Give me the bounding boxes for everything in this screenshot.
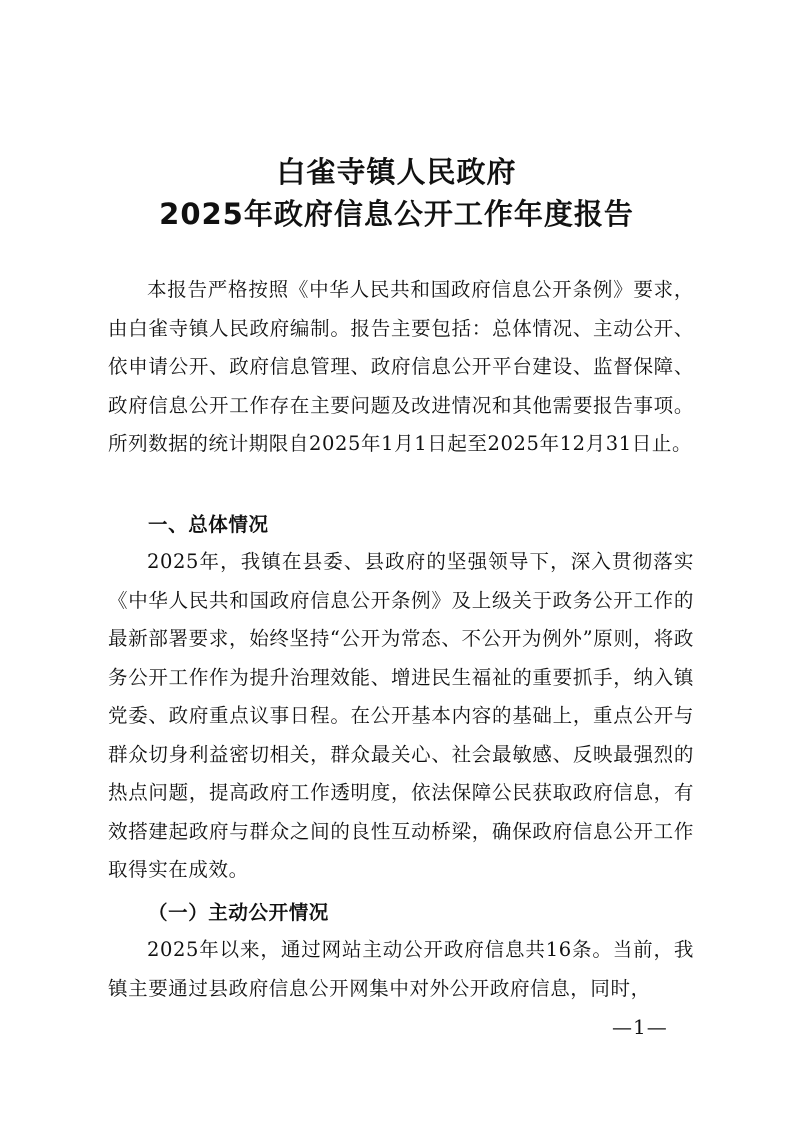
subsection-heading-active-disclosure: （一）主动公开情况 [148, 901, 329, 924]
document-title-line-1: 白雀寺镇人民政府 [276, 155, 517, 189]
intro-paragraph: 本报告严格按照《中华人民共和国政府信息公开条例》要求，由白雀寺镇人民政府编制。报告主要包括：总体情况、主动公开、依申请公开、政府信息管理、政府信息公开平台建设、监督保障、政府信息公开工作存在主要问题及改进情况和其他需要报告事项。所列数据的统计期限自2025年1月1日起至2025年12月31日止。 [108, 278, 694, 455]
general-paragraph: 2025年，我镇在县委、县政府的坚强领导下，深入贯彻落实《中华人民共和国政府信息公开条例》及上级关于政务公开工作的最新部署要求，始终坚持“公开为常态、不公开为例外”原则，将政务公开工作作为提升治理效能、增进民生福祉的重要抓手，纳入镇党委、政府重点议事日程。在公开基本内容的基础上，重点公开与群众切身利益密切相关，群众最关心、社会最敏感、反映最强烈的热点问题，提高政府工作透明度，依法保障公民获取政府信息，有效搭建起政府与群众之间的良性互动桥梁，确保政府信息公开工作取得实在成效。 [108, 550, 694, 881]
document-title-line-2: 2025年政府信息公开工作年度报告 [159, 197, 634, 231]
active-disclosure-block [108, 931, 694, 1008]
section-heading-general: 一、总体情况 [148, 513, 269, 536]
general-block [108, 543, 694, 890]
active-disclosure-paragraph: 2025年以来，通过网站主动公开政府信息共16条。当前，我镇主要通过县政府信息公开网集中对外公开政府信息，同时， [108, 938, 694, 1000]
page-number: —1— [612, 1015, 668, 1039]
intro-block [108, 271, 694, 464]
